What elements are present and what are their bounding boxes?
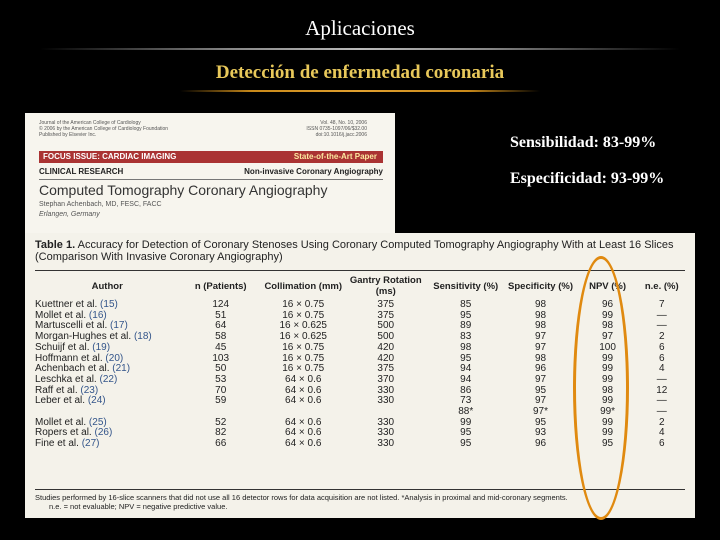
cell-ne: 2 [658, 416, 665, 428]
cell-ne: — [656, 373, 667, 385]
author-name: Leber et al. [35, 395, 86, 407]
author-reference: (27) [81, 438, 100, 450]
cell-sens: 86 [460, 384, 472, 396]
sensitivity-stat: Sensibilidad: 83-99% [510, 134, 657, 151]
author-reference: (24) [87, 395, 106, 407]
cell-coll: 64 × 0.6 [285, 427, 322, 439]
col-ne: n.e. (%) [644, 280, 679, 292]
author-name: Martuscelli et al. [35, 320, 108, 332]
cell-sens: 95 [460, 352, 472, 364]
author-reference: (15) [100, 299, 118, 310]
cell-author [35, 439, 179, 450]
table-caption-text: Accuracy for Detection of Coronary Stenoses Using Coronary Computed Tomography Angiography With at Least 16 Slices (Comparison With Invasive Coronary Angiography) [35, 239, 674, 263]
cell-ne: 6 [658, 341, 665, 353]
cell-coll: 64 × 0.6 [285, 384, 322, 396]
cell-npv: 99 [602, 352, 614, 364]
cell-spec: 98 [534, 352, 547, 364]
cell-n: 52 [215, 416, 227, 428]
npv-highlight-oval [573, 256, 629, 520]
col-sensitivity: Sensitivity (%) [433, 280, 499, 292]
cell-spec: 97 [534, 331, 547, 343]
journal-focus-bar [39, 151, 383, 163]
author-name: Mollet et al. [35, 416, 87, 428]
cell-ne: 4 [658, 427, 665, 439]
journal-header-left [39, 120, 168, 138]
cell-npv: 99 [602, 416, 614, 428]
cell-ne: 7 [658, 299, 665, 310]
journal-header-line: doi:10.1016/j.jacc.2006 [315, 132, 367, 138]
cell-spec: 93 [534, 427, 547, 439]
cell-sens: 95 [460, 309, 472, 321]
article-location: Erlangen, Germany [39, 211, 100, 218]
cell-spec: 98 [534, 320, 547, 332]
col-gantry: Gantry Rotation (ms) [349, 275, 422, 297]
cell-ne: 6 [658, 438, 665, 450]
footnote-line: Studies performed by 16-slice scanners that did not use all 16 detector rows for data acquisition are not listed. *Analysis in proximal and mid-coronary segments. [35, 493, 568, 502]
cell-spec: 97* [533, 406, 549, 418]
cell-npv: 97 [602, 331, 614, 343]
author-reference: (17) [110, 320, 128, 332]
journal-header-line: Vol. 48, No. 10, 2006 [320, 120, 367, 126]
journal-header-line: Journal of the American College of Cardiology [39, 120, 141, 126]
section-right-label: Non-invasive Coronary Angiography [244, 167, 383, 176]
cell-ne: — [656, 320, 667, 332]
author-name: Leschka et al. [35, 373, 97, 385]
cell-sens: 73 [460, 395, 472, 407]
slide-title: Aplicaciones [305, 16, 415, 40]
cell-ne: — [656, 309, 667, 321]
journal-header-line: Published by Elsevier Inc. [39, 132, 97, 138]
journal-header-line: ISSN 0735-1097/06/$32.00 [306, 126, 367, 132]
cell-gantry: 330 [377, 384, 395, 396]
col-specificity: Specificity (%) [508, 280, 573, 292]
cell-n: 51 [215, 309, 227, 321]
journal-header-right [306, 120, 367, 138]
article-author: Stephan Achenbach, MD, FESC, FACC [39, 201, 162, 208]
article-title: Computed Tomography Coronary Angiography [39, 182, 328, 198]
col-npv: NPV (%) [589, 280, 627, 292]
cell-npv: 99 [602, 373, 614, 385]
cell-npv: 99* [600, 406, 616, 418]
cell-spec: 97 [534, 395, 547, 407]
author-reference: (22) [99, 373, 118, 385]
cell-npv: 99 [602, 309, 614, 321]
cell-sens: 94 [460, 373, 472, 385]
cell-spec: 98 [534, 299, 547, 310]
cell-n: 124 [212, 299, 230, 310]
cell-sens: 83 [460, 331, 472, 343]
cell-coll: 64 × 0.6 [285, 373, 322, 385]
cell-n: 66 [215, 438, 227, 450]
cell-n: 64 [215, 320, 227, 332]
cell-gantry: 375 [377, 299, 395, 310]
author-name: Achenbach et al. [35, 363, 110, 375]
cell-sens: 99 [460, 416, 472, 428]
cell-gantry: 330 [377, 438, 395, 450]
cell-coll: 64 × 0.6 [285, 438, 322, 450]
author-reference: (26) [94, 427, 113, 439]
slide-subtitle: Detección de enfermedad coronaria [215, 62, 505, 83]
author-name: Raff et al. [35, 384, 78, 396]
cell-spec: 95 [534, 416, 547, 428]
cell-gantry: 330 [377, 427, 395, 439]
focus-issue-label: FOCUS ISSUE: CARDIAC IMAGING [43, 152, 177, 161]
author-name: Morgan-Hughes et al. [35, 331, 132, 343]
cell-n: 103 [212, 352, 230, 364]
author-name: Fine et al. [35, 438, 79, 450]
author-reference: (16) [88, 309, 107, 321]
cell-sens: 89 [460, 320, 472, 332]
author-name: Ropers et al. [35, 427, 92, 439]
cell-coll: 64 × 0.6 [285, 395, 322, 407]
cell-gantry: 375 [377, 363, 395, 375]
cell-coll: 16 × 0.75 [282, 309, 325, 321]
cell-gantry: 500 [377, 320, 395, 332]
cell-coll: 16 × 0.75 [282, 363, 325, 375]
author-reference: (19) [92, 341, 111, 353]
cell-sens: 88* [458, 406, 474, 418]
cell-npv: 100 [599, 341, 616, 353]
cell-ne: — [656, 395, 667, 407]
col-author: Author [91, 280, 123, 292]
author-name: Kuettner et al. [35, 299, 98, 310]
author-reference: (25) [88, 416, 107, 428]
cell-ne: — [656, 406, 667, 418]
cell-spec: 96 [534, 438, 547, 450]
cell-sens: 98 [460, 341, 472, 353]
cell-spec: 95 [534, 384, 547, 396]
author-reference: (18) [133, 331, 152, 343]
paper-type-label: State-of-the-Art Paper [293, 152, 377, 161]
cell-n: 45 [215, 341, 227, 353]
cell-n: 82 [215, 427, 227, 439]
cell-coll: 64 × 0.6 [285, 416, 322, 428]
cell-coll: 16 × 0.75 [282, 341, 325, 353]
cell-gantry: 375 [377, 309, 395, 321]
col-collimation: Collimation (mm) [264, 280, 343, 292]
cell-n: 70 [215, 384, 227, 396]
cell-coll: 16 × 0.75 [282, 352, 325, 364]
cell-n: 58 [215, 331, 227, 343]
cell-coll: 16 × 0.75 [282, 299, 325, 310]
author-reference: (20) [105, 352, 124, 364]
col-patients: n (Patients) [194, 280, 247, 292]
cell-sens: 85 [460, 299, 472, 310]
cell-sens: 95 [460, 427, 472, 439]
cell-npv: 95 [602, 438, 614, 450]
cell-npv: 99 [602, 427, 614, 439]
cell-n: 59 [215, 395, 227, 407]
cell-spec: 98 [534, 309, 547, 321]
cell-gantry: 330 [377, 416, 395, 428]
title-divider [40, 48, 680, 50]
cell-coll: 16 × 0.625 [279, 320, 327, 332]
table-label: Table 1. [35, 239, 76, 251]
cell-sens: 95 [460, 438, 472, 450]
cell-ne: 2 [658, 331, 665, 343]
cell-ne: 12 [656, 384, 668, 396]
author-name: Schuijf et al. [35, 341, 90, 353]
cell-author [35, 396, 179, 407]
cell-n: 53 [215, 373, 227, 385]
journal-header-line: © 2006 by the American College of Cardiology Foundation [39, 126, 169, 132]
cell-npv: 99 [602, 395, 614, 407]
cell-sens: 94 [460, 363, 472, 375]
cell-spec: 97 [534, 341, 547, 353]
cell-gantry: 420 [377, 352, 395, 364]
cell-ne: 4 [658, 363, 665, 375]
cell-npv: 98 [602, 384, 614, 396]
author-name: Mollet et al. [35, 309, 87, 321]
cell-gantry: 420 [377, 341, 395, 353]
journal-header-image [25, 113, 395, 233]
journal-separator [39, 179, 383, 180]
cell-spec: 97 [534, 373, 547, 385]
cell-n: 50 [215, 363, 227, 375]
table-caption [35, 239, 685, 263]
cell-gantry: 330 [377, 395, 395, 407]
cell-npv: 96 [602, 299, 614, 310]
cell-spec: 96 [534, 363, 547, 375]
author-reference: (23) [80, 384, 99, 396]
specificity-stat: Especificidad: 93-99% [510, 170, 665, 187]
cell-gantry: 500 [377, 331, 395, 343]
cell-gantry: 370 [377, 373, 395, 385]
footnote-line: n.e. = not evaluable; NPV = negative predictive value. [49, 502, 228, 511]
cell-npv: 99 [602, 363, 614, 375]
subtitle-underline [180, 90, 540, 92]
cell-npv: 98 [602, 320, 614, 332]
journal-section-line [39, 167, 383, 176]
author-reference: (21) [112, 363, 131, 375]
author-name: Hoffmann et al. [35, 352, 103, 364]
section-label: CLINICAL RESEARCH [39, 167, 124, 176]
cell-coll: 16 × 0.625 [279, 331, 327, 343]
cell-ne: 6 [658, 352, 665, 364]
